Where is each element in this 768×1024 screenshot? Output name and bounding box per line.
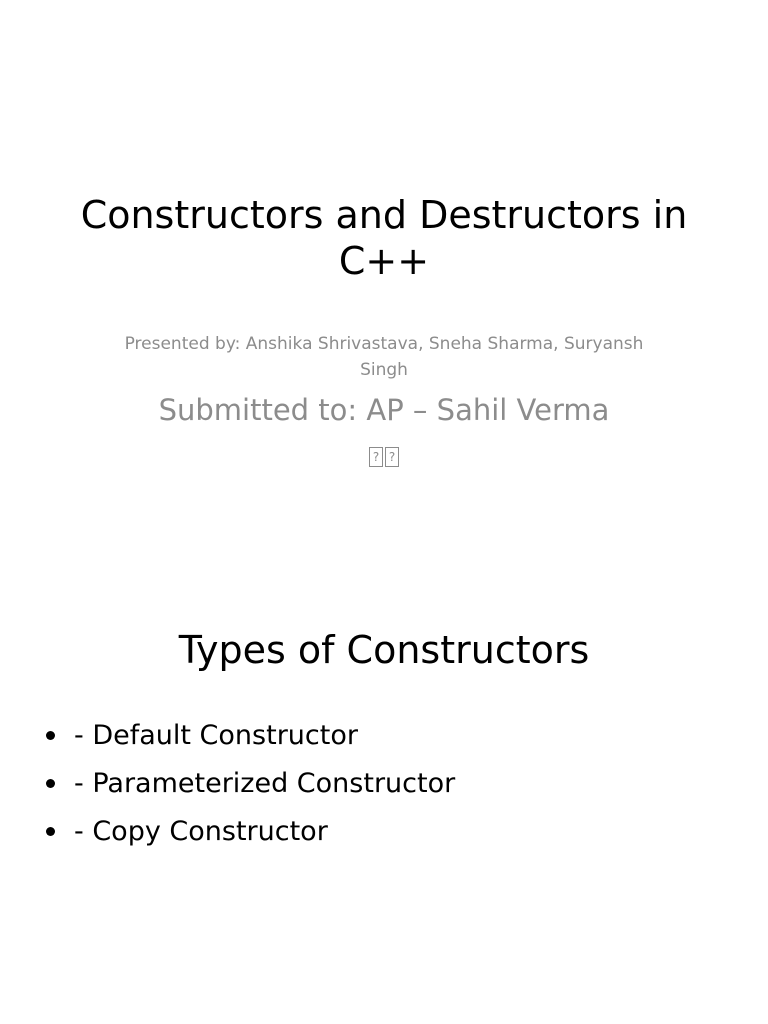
list-item-text: - Parameterized Constructor: [74, 768, 456, 799]
bullet-icon: [46, 827, 55, 836]
list-item: [44, 760, 724, 808]
slide-title: Types of Constructors: [178, 628, 590, 672]
list-item: [44, 808, 724, 856]
presenters-line: Presented by: Anshika Shrivastava, Sneha Sharma, Suryansh Singh: [124, 334, 644, 380]
missing-glyphs: [60, 442, 708, 472]
types-slide: [0, 576, 768, 1024]
bullet-icon: [46, 731, 55, 740]
list-item-text: - Default Constructor: [74, 720, 358, 751]
submitted-to-line: Submitted to: AP – Sahil Verma: [158, 393, 610, 427]
missing-glyph-icon: [385, 447, 399, 467]
slide-title: Constructors and Destructors in C++: [80, 193, 688, 283]
list-item-text: - Copy Constructor: [74, 816, 328, 847]
missing-glyph-icon: [369, 447, 383, 467]
bullet-list: [44, 712, 724, 856]
bullet-icon: [46, 779, 55, 788]
list-item: [44, 712, 724, 760]
